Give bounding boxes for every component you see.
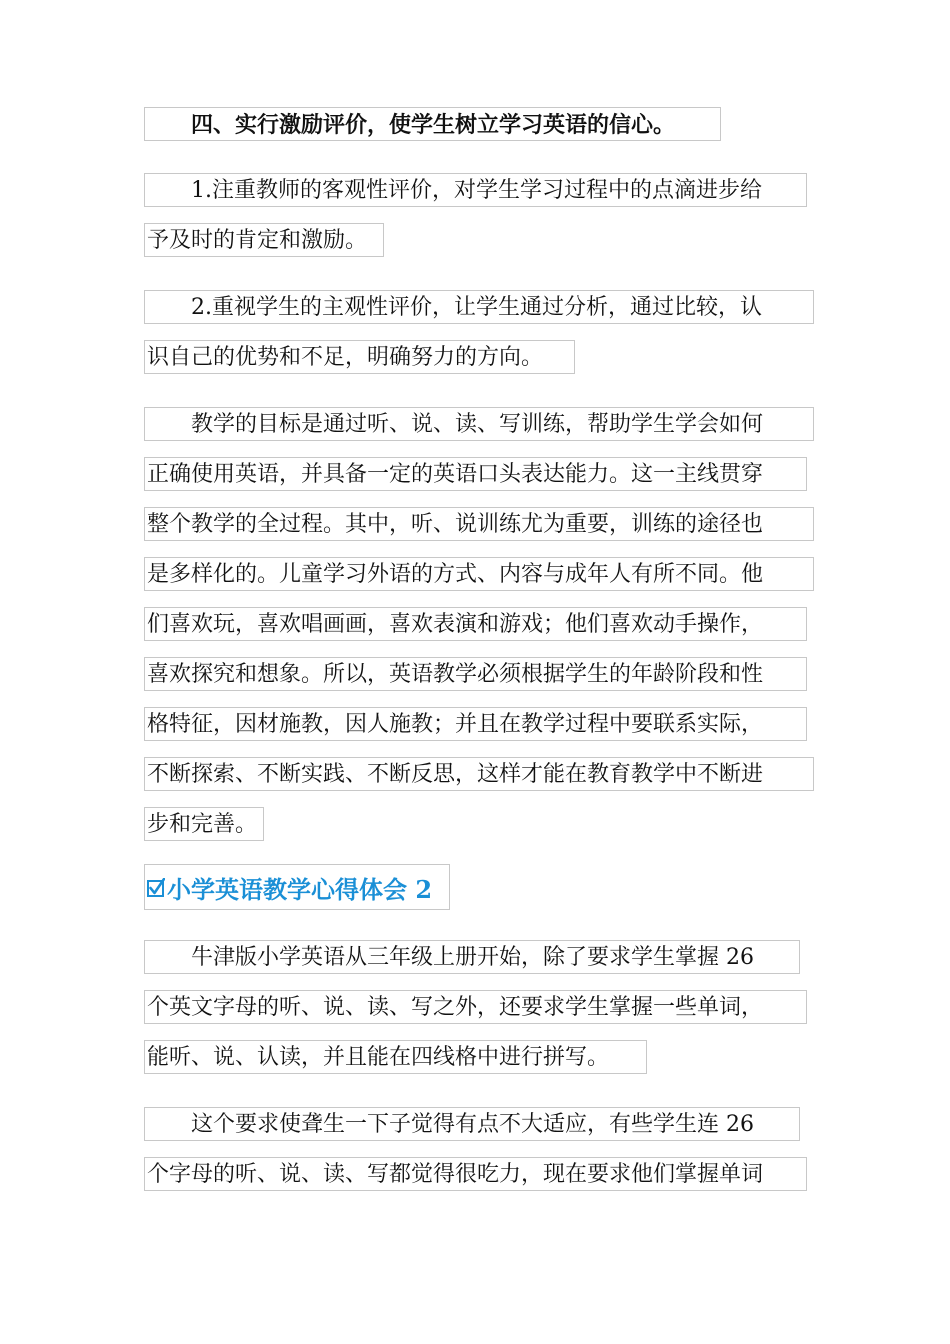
list-item-2-line-2: 识自己的优势和不足，明确努力的方向。	[144, 340, 575, 374]
paragraph-line: 个英文字母的听、说、读、写之外，还要求学生掌握一些单词，	[144, 990, 807, 1024]
paragraph-line: 正确使用英语，并具备一定的英语口头表达能力。这一主线贯穿	[144, 457, 807, 491]
paragraph-line: 喜欢探究和想象。所以，英语教学必须根据学生的年龄阶段和性	[144, 657, 807, 691]
paragraph-line: 能听、说、认读，并且能在四线格中进行拼写。	[144, 1040, 647, 1074]
section-heading: 四、实行激励评价，使学生树立学习英语的信心。	[144, 107, 721, 141]
section-heading-2-text: 小学英语教学心得体会 2	[167, 874, 433, 904]
paragraph-line: 格特征，因材施教，因人施教；并且在教学过程中要联系实际，	[144, 707, 807, 741]
list-item-2-line-1: 2.重视学生的主观性评价，让学生通过分析，通过比较，认	[144, 290, 814, 324]
paragraph-line: 整个教学的全过程。其中，听、说训练尤为重要，训练的途径也	[144, 507, 814, 541]
paragraph-line: 这个要求使聋生一下子觉得有点不大适应，有些学生连 26	[144, 1107, 800, 1141]
paragraph-line: 个字母的听、说、读、写都觉得很吃力，现在要求他们掌握单词	[144, 1157, 807, 1191]
paragraph-line: 牛津版小学英语从三年级上册开始，除了要求学生掌握 26	[144, 940, 800, 974]
section-heading-2	[144, 864, 450, 910]
list-item-1-line-1: 1.注重教师的客观性评价，对学生学习过程中的点滴进步给	[144, 173, 807, 207]
paragraph-line: 们喜欢玩，喜欢唱画画，喜欢表演和游戏；他们喜欢动手操作，	[144, 607, 807, 641]
checkbox-checked-icon	[147, 878, 165, 896]
list-item-1-line-2: 予及时的肯定和激励。	[144, 223, 384, 257]
paragraph-line: 是多样化的。儿童学习外语的方式、内容与成年人有所不同。他	[144, 557, 814, 591]
paragraph-line: 不断探索、不断实践、不断反思，这样才能在教育教学中不断进	[144, 757, 814, 791]
paragraph-line: 步和完善。	[144, 807, 264, 841]
paragraph-line: 教学的目标是通过听、说、读、写训练，帮助学生学会如何	[144, 407, 814, 441]
